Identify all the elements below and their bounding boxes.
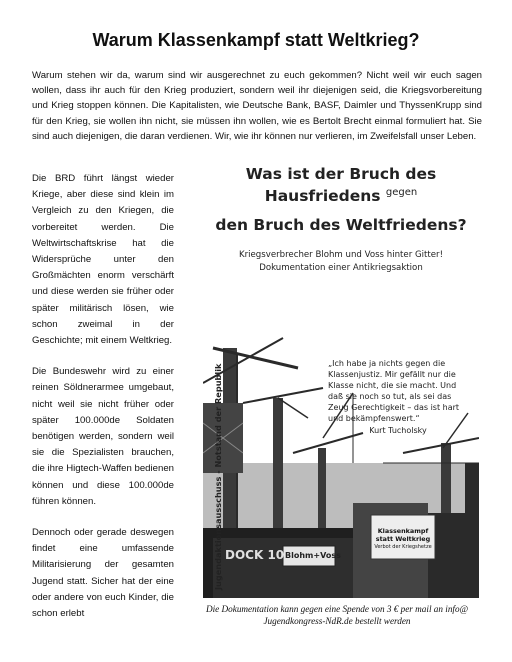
poster-subline-1: Kriegsverbrecher Blohm und Voss hinter Gitter! bbox=[238, 250, 444, 260]
protest-banner bbox=[373, 527, 433, 551]
banner-small-text: Verbot der Kriegshetze bbox=[374, 544, 432, 550]
poster-headline-2b: gegen bbox=[385, 187, 418, 198]
tucholsky-quote bbox=[328, 358, 468, 436]
quote-author: Kurt Tucholsky bbox=[369, 426, 427, 435]
company-sign: Blohm+Voss bbox=[285, 551, 341, 560]
dock-sign: DOCK 10 bbox=[225, 548, 285, 562]
banner-line-2: statt Weltkrieg bbox=[375, 535, 431, 543]
poster-headline-3: den Bruch des Weltfriedens? bbox=[215, 216, 467, 234]
column-paragraph-2: Die Bundeswehr wird zu einer reinen Söldnerarmee umgebaut, nicht weil sie nicht früher oder später 100.000de Soldaten benötigen werden, sondern weil sie die Spezialisten brauchen, die ihre Higtech-Waffen bedienen können und diese 100.000de führen können. bbox=[32, 366, 174, 507]
poster-headline-2a: Hausfriedens bbox=[264, 187, 381, 205]
poster-vertical-text: Jugendaktionsausschuss - Notstand der Republik bbox=[213, 363, 223, 590]
poster-image bbox=[203, 163, 479, 598]
poster-subline-2: Dokumentation einer Antikriegsaktion bbox=[259, 263, 423, 273]
quote-text: „Ich habe ja nichts gegen die Klassenjustiz. Mir gefällt nur die Klasse nicht, die sie macht. Und daß sie noch so tut, als sei das Zeug Gerechtigkeit – das ist hart und bekämpfenswert.“ bbox=[328, 359, 460, 423]
intro-paragraph: Warum stehen wir da, warum sind wir ausgerechnet zu euch gekommen? Nicht weil wir euch sagen wollen, dass ihr auch für den Krieg produziert, sondern weil ihr diejenigen seid, die Kriegsvorbereitung und Krieg stoppen können. Die Kapitalisten, wie Deutsche Bank, BASF, Daimler und ThyssenKrupp sind für den Krieg, sie wollen ihn nicht, sie müssen ihn wollen, wie es Bertolt Brecht einmal formuliert hat. Sie sind auch diejenigen, die daran verdienen. Wir, wie ihr können nur verlieren, im Zweifelsfall unser Leben. bbox=[32, 70, 482, 142]
column-paragraph-3: Dennoch oder gerade deswegen findet eine umfassende Militarisierung der gesamten Jugend statt. Sicher hat der eine oder andere von euch Kinder, die schon erlebt bbox=[32, 527, 174, 620]
left-column bbox=[32, 171, 174, 637]
column-paragraph-1: Die BRD führt längst wieder Kriege, aber diese sind klein im Vergleich zu den Kriegen, die vorbereitet werden. Die Weltwirtschaftskrise hat die Widersprüche unter den Großmächten enorm verschärft und diese werden sie früher oder später militärisch lösen, wie schon zweimal in der Geschichte; mit einem Weltkrieg. bbox=[32, 173, 174, 347]
page-title: Warum Klassenkampf statt Weltkrieg? bbox=[92, 30, 420, 50]
image-caption: Die Dokumentation kann gegen eine Spende von 3 € per mail an info@ Jugendkongress-NdR.de bestellt werden bbox=[205, 604, 469, 626]
poster-headline-1: Was ist der Bruch des bbox=[245, 165, 437, 183]
banner-line-1: Klassenkampf bbox=[377, 527, 429, 535]
